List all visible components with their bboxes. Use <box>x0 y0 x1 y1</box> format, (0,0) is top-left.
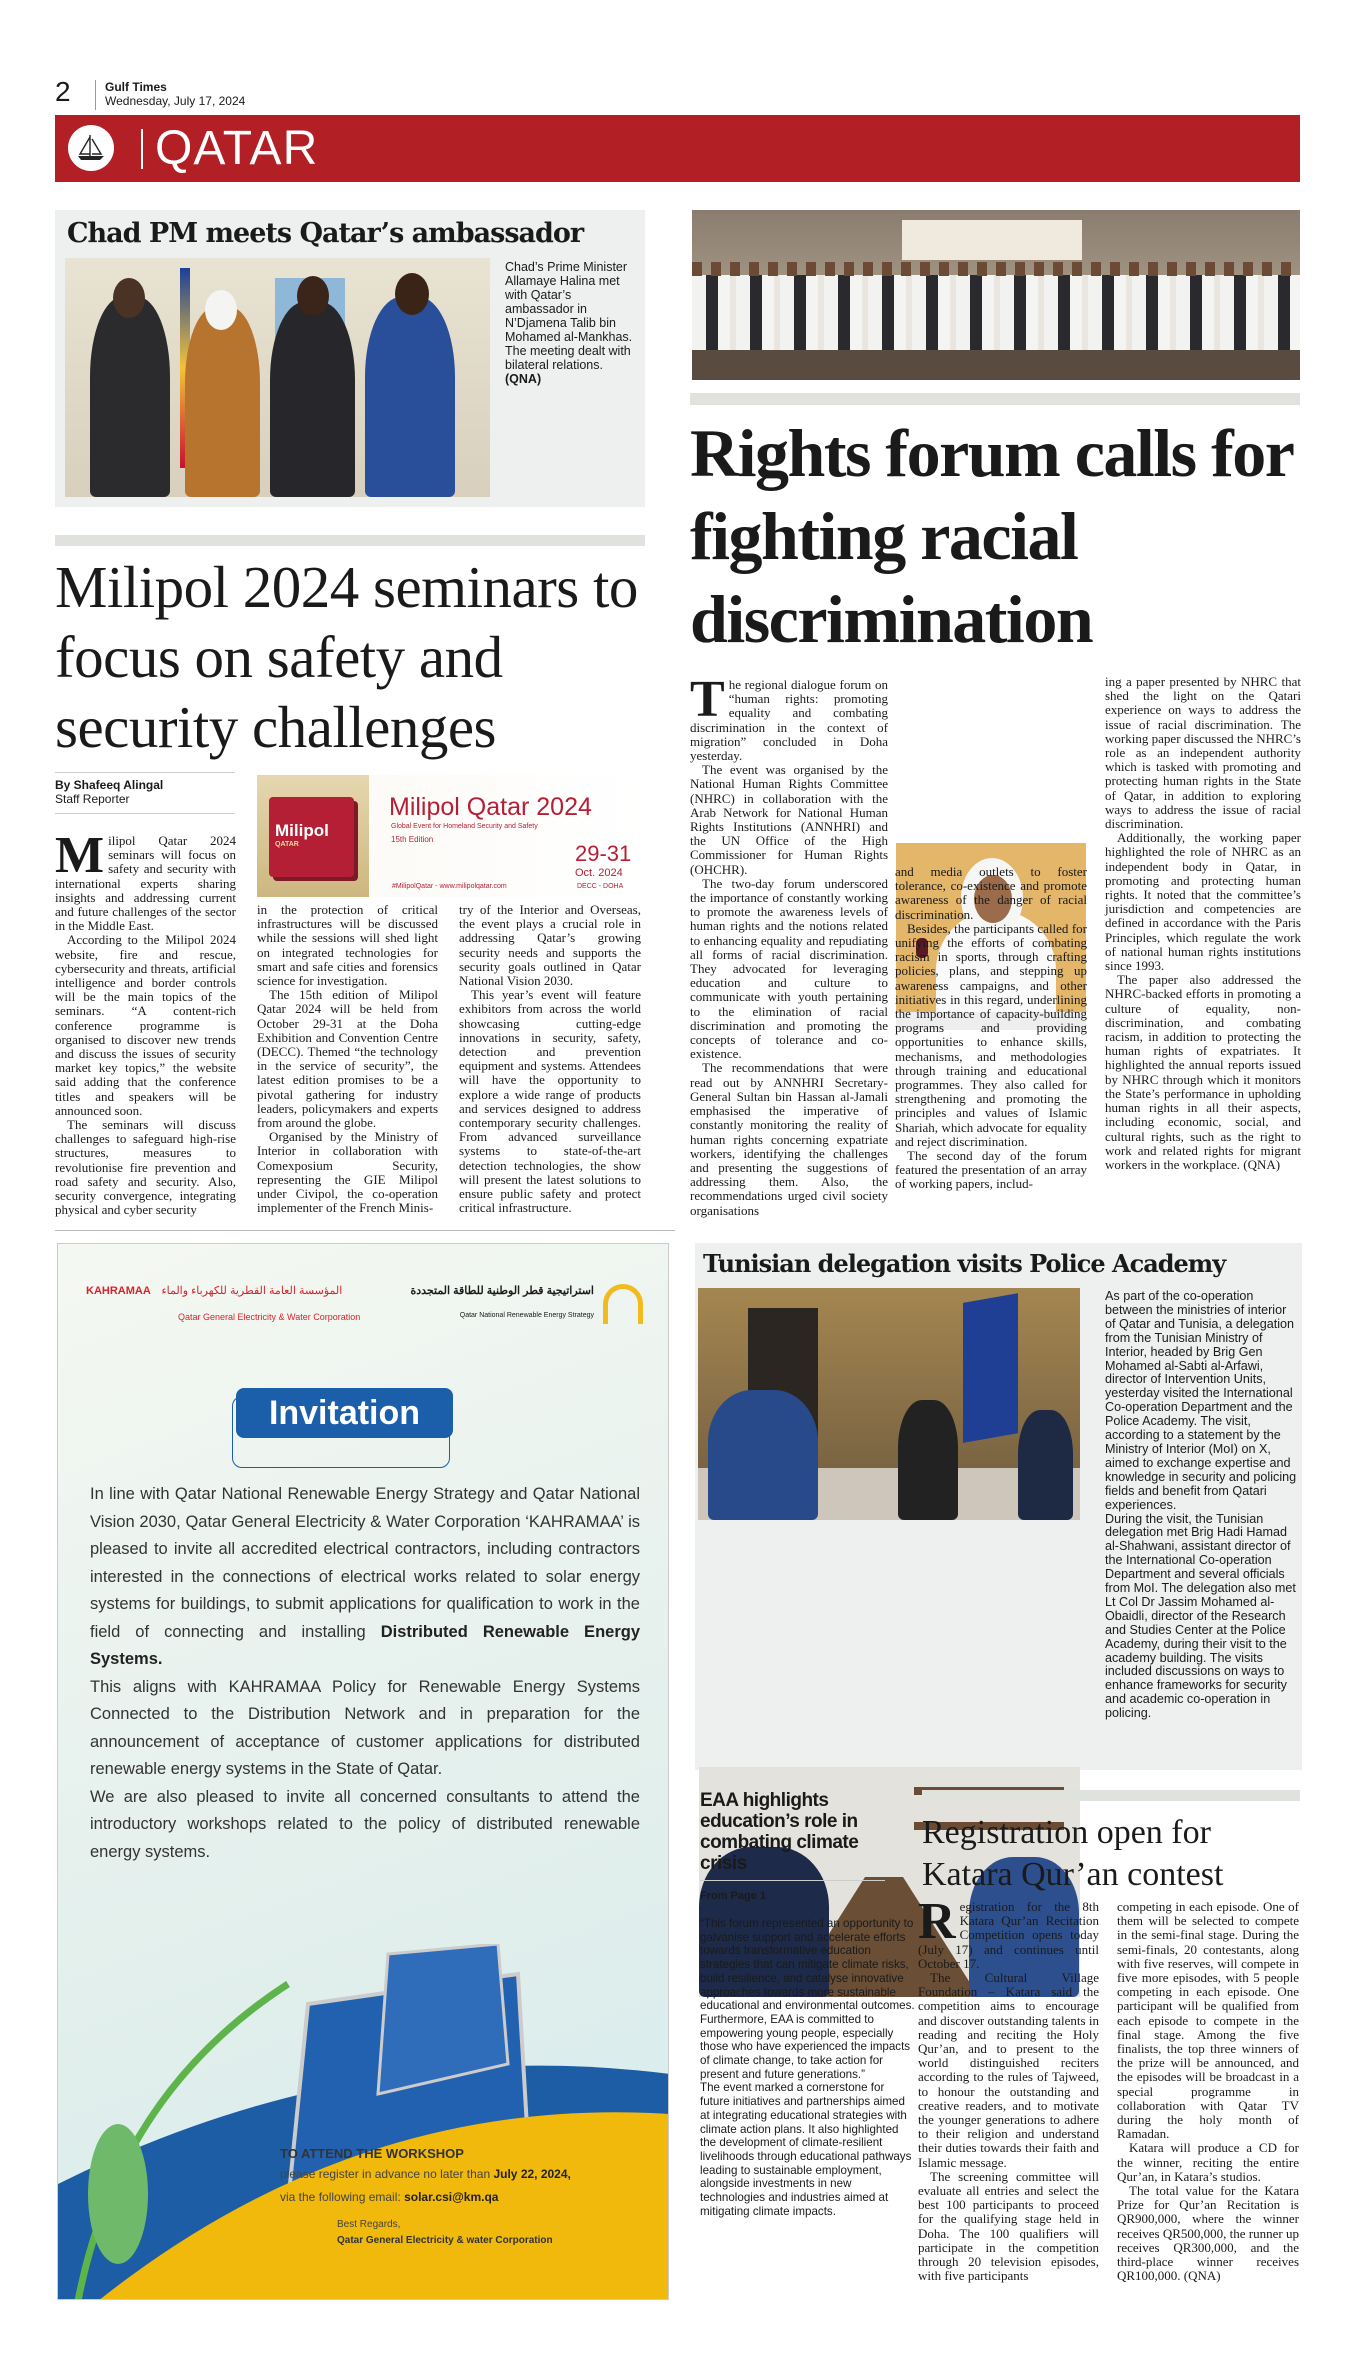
paragraph: The paper also addressed the NHRC-backed efforts in promoting a culture of equality, non-discrimination, and combating racism, in addition to protecting the human rights of expatriates. It highlighted the annual reports issued by NHRC through which it monitors the State’s performance in upholding human rights in all their aspects, including economic, social, and cultural rights, such as the right to work and related rights for migrant workers in the workplace. (QNA) <box>1105 972 1301 1172</box>
paragraph: The screening committee will evaluate all entries and select the best 100 participants to proceed for the qualifying stage held in Doha. The 100 qualifiers will participate in the competition through 20 television episodes, with five participants <box>918 2168 1099 2284</box>
ad-paragraph: We are also pleased to invite all concerned consultants to attend the introductory workshops related to the policy of distributed renewable energy systems. <box>90 1787 640 1861</box>
byline-box <box>55 772 235 814</box>
kahramaa-logo <box>86 1284 342 1297</box>
article-column <box>918 1893 1099 2284</box>
solar-panel-illustration <box>58 1944 669 2300</box>
ad-paragraph: This aligns with KAHRAMAA Policy for Renewable Energy Systems Connected to the Distribution Network and in preparation for the announcement of acceptance of customer applications for distributed renewable energy systems in the State of Qatar. <box>90 1677 640 1778</box>
paragraph: Organised by the Ministry of Interior in collaboration with Comexposium Security, representing the GIE Milipol under Civipol, the co-operation implementer of the French Minis- <box>257 1129 438 1216</box>
article-column <box>459 903 641 1215</box>
banner-title: Milipol Qatar 2024 <box>389 793 592 821</box>
banner-month: Oct. 2024 <box>575 867 623 879</box>
paragraph: The two-day forum underscored the importance of constantly working to promote the awareness levels of human rights and the notions related to enhancing equality and repudiating all forms of racial discrimination. They advocated for leveraging education and culture to communicate with youth pertaining to the elimination of racial discrimination and promoting the concepts of tolerance and co-existence. <box>690 875 888 1062</box>
invitation-title: Invitation <box>236 1388 453 1438</box>
register-line: please register in advance no later than July 22, 2024, <box>280 2167 571 2181</box>
email-link[interactable]: solar.csi@km.qa <box>404 2190 499 2204</box>
katara-headline: Registration open for Katara Qur’an contest <box>922 1814 1224 1893</box>
paragraph: The recommendations that were read out by ANNHRI Secretary-General Sultan bin Hassan al-Jamali emphasised the imperative of constantly monitoring the reality of human rights concerning expatriate workers, identifying the challenges and presenting the suggestions of addressing them. Also, the recommendations urged civil society organisations <box>690 1060 888 1218</box>
paragraph: and media outlets to foster tolerance, co-existence and promote awareness of the danger of racial discrimination. <box>895 864 1087 922</box>
paragraph: Katara will produce a CD for the winner, reciting the entire Qur’an, in Katara’s studios. <box>1117 2140 1299 2184</box>
section-rule <box>922 1790 1300 1801</box>
article-column <box>1117 1900 1299 2283</box>
paragraph: ing a paper presented by NHRC that shed the light on the Qatari experience on ways to address the issue of racial discrimination. The working paper discussed the NHRC’s role as an independent authority which is tasked with promoting and protecting human rights in the State of Qatar, in addition to exploring ways to address the issue of racial discrimination. <box>1105 674 1301 832</box>
logo-subtext: QATAR <box>275 841 299 848</box>
paragraph: Registration for the 8th Katara Qur’an Recitation Competition opens today (July 17) and continues until October 17. <box>918 1893 1099 1971</box>
banner-dates: 29-31 <box>575 841 632 866</box>
paragraph: As part of the co-operation between the ministries of interior of Qatar and Tunisia, a delegation from the Tunisian Ministry of Interior, headed by Brig Gen Mohamed al-Sabti al-Arfawi, director of Intervention Units, yesterday visited the International Co-operation Department and the Police Academy. The visit, according to a statement by the Ministry of Interior (MoI) on X, aimed to exchange expertise and knowledge in security and policing fields and benefit from Qatari experiences. <box>1105 1289 1297 1512</box>
photo-tunisia-meeting <box>698 1288 1080 1520</box>
milipol-banner <box>257 775 642 897</box>
divider <box>95 80 96 110</box>
eaa-from-page: From Page 1 <box>700 1890 767 1902</box>
paragraph: Additionally, the working paper highlighted the role of NHRC as an independent body in Qatar, in promoting and protecting human rights. It noted that the committee’s jurisdiction and competencies are defined in accordance with the Paris Principles, which regulate the work of national human rights institutions since 1993. <box>1105 830 1301 974</box>
paragraph: The regional dialogue forum on “human rights: promoting equality and combating discrimination in the context of migration” concluded in Doha yesterday. <box>690 671 888 764</box>
paragraph: The total value for the Katara Prize for Qur’an Recitation is QR900,000, where the winner receives QR500,000, the runner up receives QR300,000, and the third-place winner receives QR100,000. (QNA) <box>1117 2183 1299 2284</box>
ad-paragraph: In line with Qatar National Renewable Energy Strategy and Qatar National Vision 2030, Qatar General Electricity & Water Corporation ‘KAHRAMAA’ is pleased to invite all accredited electrical contractors, including contractors interested in the connections of electrical works related to solar energy systems for buildings, to submit applications for qualification to work in the field of connecting and installing Distributed Renewable Energy Systems. <box>90 1485 640 1668</box>
banner-web: #MilipolQatar - www.milipolqatar.com <box>392 883 507 890</box>
ad-body <box>90 1481 640 1866</box>
regards: Best Regards, <box>337 2219 401 2230</box>
divider <box>55 1230 675 1231</box>
byline-role: Staff Reporter <box>55 792 130 806</box>
divider <box>700 1880 885 1881</box>
email-line: via the following email: solar.csi@km.qa <box>280 2190 499 2204</box>
tunisia-body <box>1105 1290 1300 1721</box>
article-column <box>690 671 888 1218</box>
issue-date: Wednesday, July 17, 2024 <box>105 94 246 108</box>
article-column <box>55 827 236 1218</box>
article-column <box>895 865 1087 1192</box>
signature: Qatar General Electricity & water Corporation <box>337 2235 553 2246</box>
rights-headline: Rights forum calls for fighting racial discrimination <box>690 415 1293 657</box>
paragraph: try of the Interior and Overseas, the event plays a crucial role in addressing Qatar’s growing security needs and supports the security goals outlined in Qatar National Vision 2030. <box>459 902 641 989</box>
chad-headline: Chad PM meets Qatar’s ambassador <box>67 218 584 249</box>
divider <box>141 129 143 169</box>
paper-name: Gulf Times <box>105 80 167 94</box>
logo-text: KAHRAMAA <box>86 1285 151 1297</box>
section-title: QATAR <box>155 122 319 175</box>
tunisia-story-box <box>695 1243 1302 1770</box>
paragraph: Milipol Qatar 2024 seminars will focus on safety and security with international experts sharing insights and addressing current and future challenges of the sector in the Middle East. <box>55 827 236 934</box>
tunisia-headline: Tunisian delegation visits Police Academy <box>703 1249 1226 1278</box>
paragraph: The event was organised by the National Human Rights Committee (NHRC) in collaboration with the Arab Network for National Human Rights Institutions (ANNHRI) and the UN Office of the High Commissioner for Human Rights (OHCHR). <box>690 762 888 877</box>
banner-tagline: Global Event for Homeland Security and Safety <box>391 823 538 830</box>
section-rule <box>690 393 1300 405</box>
eaa-body <box>700 1917 915 2218</box>
paragraph: in the protection of critical infrastructures will be discussed while the sessions will shed light on integrated technologies for smart and safe cities and forensics science for investigation. <box>257 902 438 989</box>
paragraph: The second day of the forum featured the presentation of an array of working papers, includ- <box>895 1148 1087 1192</box>
milipol-logo <box>269 797 354 877</box>
strategy-logo: استراتيجية قطر الوطنية للطاقة المتجددة <box>410 1285 594 1297</box>
section-banner <box>55 115 1300 182</box>
sun-grid-icon <box>603 1284 643 1324</box>
paragraph: According to the Milipol 2024 website, fire and rescue, cybersecurity and threats, artificial intelligence and border controls will be the main topics of the seminars. “A content-rich conference programme is organised to discover new trends and discuss the issues of security market key topics,” the website said adding that the conference titles and speakers will be announced soon. <box>55 932 236 1118</box>
paragraph: The Cultural Village Foundation – Katara said the competition aims to encourage and discover outstanding talents in reading and reciting the Holy Qur’an, and to present to the world distinguished reciters according to the rules of Tajweed, to honour the outstanding and creative readers, and to motivate the younger generations to adhere to their religion and understand their duties towards their faith and Islamic message. <box>918 1970 1099 2170</box>
article-column <box>257 903 438 1215</box>
paragraph: During the visit, the Tunisian delegation met Brig Hadi Hamad al-Shahwani, assistant director of the International Co-operation Department and several officials from MoI. The delegation also met Lt Col Dr Jassim Mohamed al-Obaidli, director of the Research and Studies Center at the Police Academy, during their visit to the academy building. The visits included discussions on ways to enhance frameworks for security and academic co-operation in policing. <box>1105 1511 1296 1721</box>
caption-text: Chad’s Prime Minister Allamaye Halina met with Qatar’s ambassador in N’Djamena Talib bin Mohamed al-Mankhas. The meeting dealt with bilateral relations. <box>505 260 633 372</box>
photo-chad-meeting <box>65 258 490 497</box>
kahramaa-name: Qatar General Electricity & Water Corporation <box>178 1312 361 1322</box>
paragraph: This year’s event will feature exhibitors from across the world showcasing cutting-edge innovations in security, safety, detection and prevention equipment and systems. Attendees will have the opportunity to explore a wide range of products and services designed to address contemporary security challenges. From advanced surveillance systems to state-of-the-art detection technologies, the show will present the latest solutions to ensure public safety and protect critical infrastructure. <box>459 987 641 1216</box>
milipol-headline: Milipol 2024 seminars to focus on safety and security challenges <box>55 554 638 760</box>
banner-venue: DECC - DOHA <box>577 883 624 890</box>
paragraph: The event marked a cornerstone for future initiatives and partnerships aimed at integrating educational strategies with climate action plans. It also highlighted the development of climate-resilient livelihoods through educational pathways leading to sustainable employment, alongside investments in new technologies and industries aimed at mitigating climate impacts. <box>700 2081 912 2218</box>
strategy-name: Qatar National Renewable Energy Strategy <box>459 1312 594 1319</box>
paragraph: The seminars will discuss challenges to safeguard high-rise structures, measures to revolutionise fire prevention and road safety and security. Also, security convergence, integrating physical and cyber security <box>55 1117 236 1218</box>
logo-text: Milipol <box>275 821 329 840</box>
kahramaa-invitation-ad <box>57 1243 669 2300</box>
section-rule <box>55 535 645 546</box>
article-column <box>1105 675 1301 1172</box>
paragraph: The 15th edition of Milipol Qatar 2024 will be held from October 29-31 at the Doha Exhibition and Convention Centre (DECC). Themed “the technology in the service of security”, the latest edition promises to be a pivotal gathering for industry leaders, policymakers and experts from around the globe. <box>257 987 438 1131</box>
workshop-title: TO ATTEND THE WORKSHOP <box>280 2146 464 2161</box>
page-number: 2 <box>55 76 71 107</box>
article-column <box>700 1917 915 2218</box>
banner-edition: 15th Edition <box>391 835 434 844</box>
article-column <box>1105 1290 1300 1721</box>
paragraph: Besides, the participants called for unifying the efforts of combating racism in sports, through crafting policies, plans, and stepping up awareness campaigns, and other initiatives in this regard, underlining the importance of capacity-building programs and providing opportunities to enhance skills, mechanisms, and methodologies through training and educational programmes. They also called for strengthening and promoting the principles and values of Islamic Shariah, which advocate for equality and reject discrimination. <box>895 920 1087 1149</box>
paragraph: competing in each episode. One of them will be selected to compete in the semi-final stage. During the semi-finals, 20 contestants, along with five reserves, will compete in five more episodes, with 5 people competing in each episode. One participant will be qualified from each episode to compete in the final stage. Among the five finalists, the top three winners of the prize will be announced, and the episodes will be broadcast in a special programme in collaboration with Qatar TV during the holy month of Ramadan. <box>1117 1899 1299 2142</box>
byline: By Shafeeq Alingal <box>55 778 164 792</box>
caption-source: (QNA) <box>505 372 542 386</box>
logo-arabic: المؤسسة العامة القطرية للكهرباء والماء <box>161 1285 343 1297</box>
paragraph: “This forum represented an opportunity to galvanise support and accelerate efforts towards transformative education strategies that can mitigate climate risks, build resilience, and catalyse innovative approaches towards more sustainable educational and environmental outcomes. Furthermore, EAA is committed to empowering young people, especially those who have experienced the impacts of climate change, to take action for present and future generations.” <box>700 1917 915 2081</box>
chad-caption <box>505 260 640 386</box>
dhow-logo-icon <box>68 125 114 171</box>
eaa-headline: EAA highlights education’s role in combating climate crisis <box>700 1790 859 1874</box>
photo-rights-forum-group <box>692 210 1300 380</box>
chad-story-box <box>55 210 645 507</box>
